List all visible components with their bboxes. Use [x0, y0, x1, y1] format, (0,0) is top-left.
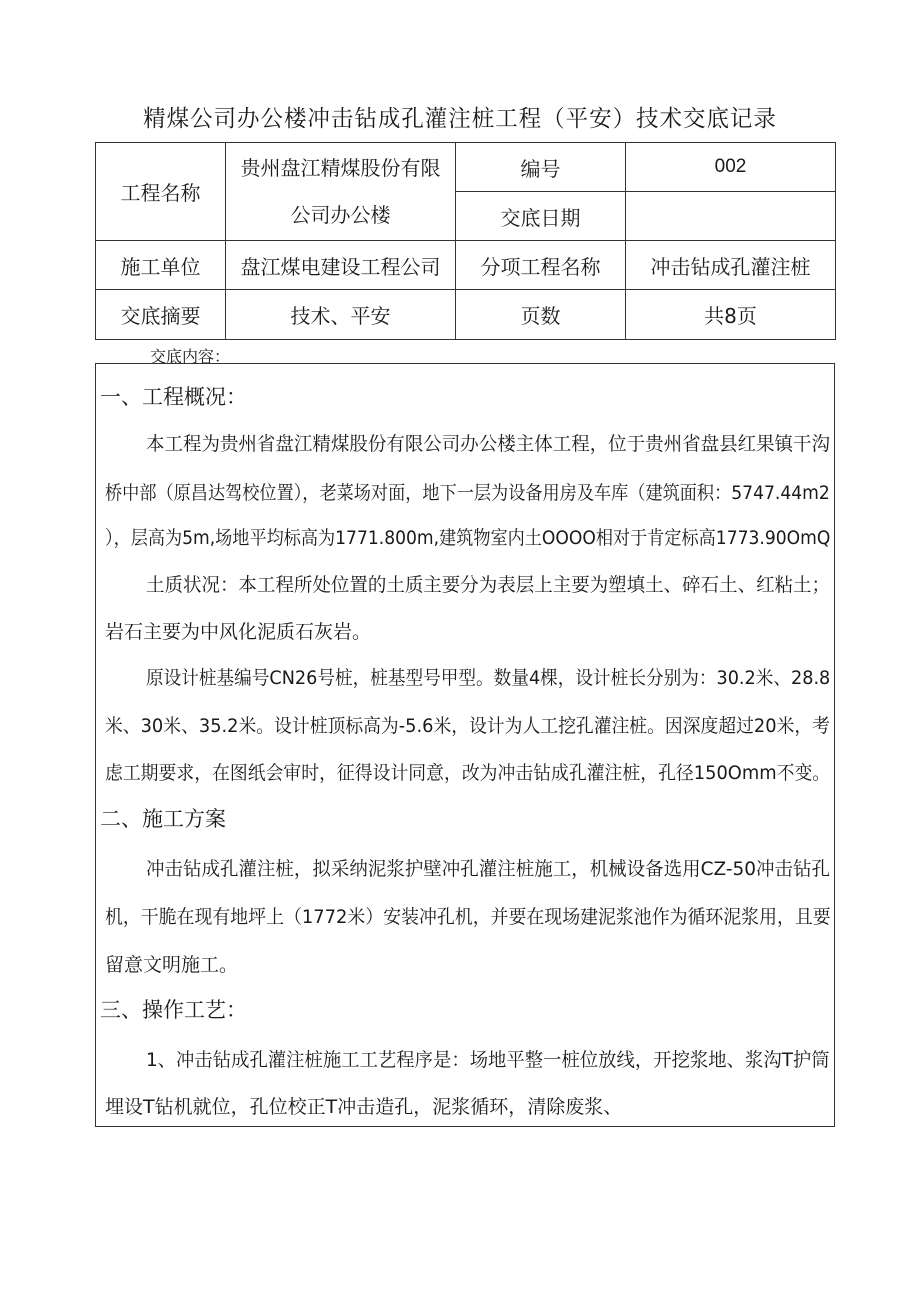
- pages-value: 共8页: [626, 290, 836, 340]
- project-name-value: [226, 143, 456, 241]
- p3-line1: 原设计桩基编号CN26号桩，桩基型号甲型。数量4棵，设计桩长分别为：30.2米、28.8: [146, 667, 831, 689]
- p3-line2: 米、30米、35.2米。设计桩顶标高为-5.6米，设计为人工挖孔灌注桩。因深度超过20米，考: [105, 715, 830, 737]
- subitem-label: 分项工程名称: [456, 241, 626, 290]
- number-label: 编号: [456, 143, 626, 192]
- section1-heading: 一、工程概况：: [100, 385, 247, 409]
- project-name-label: 工程名称: [96, 143, 226, 241]
- unit-label: 施工单位: [96, 241, 226, 290]
- p5-line1: 1、冲击钻成孔灌注桩施工工艺程序是：场地平整一桩位放线，开挖浆地、浆沟T护筒: [146, 1049, 830, 1071]
- p4-line1: 冲击钻成孔灌注桩，拟采纳泥浆护壁冲孔灌注桩施工，机械设备选用CZ-50冲击钻孔: [146, 858, 831, 880]
- summary-value: 技术、平安: [226, 290, 456, 340]
- p3-line3: 虑工期要求，在图纸会审时，征得设计同意，改为冲击钻成孔灌注桩，孔径150Omm不变。: [105, 762, 831, 784]
- date-label: 交底日期: [456, 192, 626, 241]
- p5-line2: 埋设T钻机就位，孔位校正T冲击造孔，泥浆循环，清除废浆、: [105, 1096, 623, 1118]
- p4-line3: 留意文明施工。: [105, 954, 239, 976]
- p2-line2: 岩石主要为中风化泥质石灰岩。: [105, 621, 372, 643]
- section3-heading: 三、操作工艺：: [100, 998, 247, 1022]
- summary-label: 交底摘要: [96, 290, 226, 340]
- content-label: 交底内容：: [150, 347, 231, 366]
- document-title: 精煤公司办公楼冲击钻成孔灌注桩工程（平安）技术交底记录: [143, 106, 777, 132]
- content-box: [95, 363, 835, 1127]
- p1-line1: 本工程为贵州省盘江精煤股份有限公司办公楼主体工程，位于贵州省盘县红果镇干沟: [146, 433, 831, 455]
- project-name-line1: 贵州盘江精煤股份有限: [240, 155, 441, 180]
- p1-line3: ），层高为5m,场地平均标高为1771.800m,建筑物室内土OOOO相对于肯定标高1773.90OmQ: [105, 527, 831, 549]
- section2-heading: 二、施工方案: [100, 807, 226, 831]
- pages-label: 页数: [456, 290, 626, 340]
- p4-line2: 机，干脆在现有地坪上（1772米）安装冲孔机，并要在现场建泥浆池作为循环泥浆用，且要: [105, 906, 831, 928]
- p2-line1: 土质状况：本工程所处位置的土质主要分为表层上主要为塑填土、碎石土、红粘土；: [146, 574, 831, 596]
- unit-value: 盘江煤电建设工程公司: [226, 241, 456, 290]
- project-name-line2: 公司办公楼: [290, 202, 391, 227]
- number-value: 002: [626, 143, 836, 192]
- info-table: [95, 142, 836, 340]
- subitem-value: 冲击钻成孔灌注桩: [626, 241, 836, 290]
- p1-line2: 桥中部（原昌达驾校位置），老菜场对面，地下一层为设备用房及车库（建筑面积：5747.44m2: [105, 482, 830, 504]
- date-value: [626, 192, 836, 241]
